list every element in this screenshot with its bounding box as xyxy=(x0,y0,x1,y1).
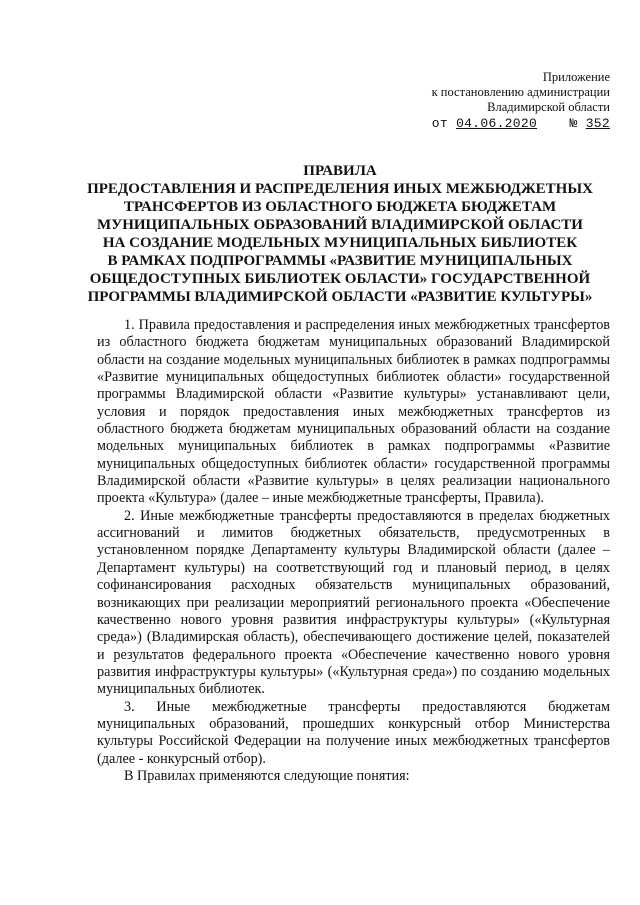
title-line: ПРОГРАММЫ ВЛАДИМИРСКОЙ ОБЛАСТИ «РАЗВИТИЕ КУЛЬТУРЫ» xyxy=(87,289,593,305)
paragraph-3: 3. Иные межбюджетные трансферты предоставляются бюджетам муниципальных образований, прошедших конкурсный отбор Министерства культуры Российской Федерации на получение иных межбюджетных трансфертов (далее - конкурсный отбор). xyxy=(97,698,610,767)
paragraph-1: 1. Правила предоставления и распределения иных межбюджетных трансфертов из областного бюджета бюджетам муниципальных образований Владимирской области на создание модельных муниципальных библиотек в рамках подпрограммы «Развитие муниципальных общедоступных библиотек области» государственной программы Владимирской области «Развитие культуры» устанавливают цели, условия и порядок предоставления иных межбюджетных трансфертов из областного бюджета бюджетам муниципальных образований области на создание модельных муниципальных библиотек в рамках подпрограммы «Развитие муниципальных общедоступных библиотек области» государственной программы Владимирской области «Развитие культуры» в целях реализации национального проекта «Культура» (далее – иные межбюджетные трансферты, Правила). xyxy=(97,317,610,507)
attachment-line-3: Владимирской области xyxy=(487,100,610,114)
title-line: МУНИЦИПАЛЬНЫХ ОБРАЗОВАНИЙ ВЛАДИМИРСКОЙ ОБЛАСТИ xyxy=(97,217,583,233)
paragraph-2: 2. Иные межбюджетные трансферты предоставляются в пределах бюджетных ассигнований и лимитов бюджетных обязательств, предусмотренных в установленном порядке Департаменту культуры Владимирской области (далее – Департамент культуры) на соответствующий год и плановый период, в целях софинансирования расходных обязательств муниципальных образований, возникающих при реализации мероприятий регионального проекта «Обеспечение качественно нового уровня развития инфраструктуры культуры» («Культурная среда») (Владимирская область), обеспечивающего достижение целей, показателей и результатов федерального проекта «Обеспечение качественно нового уровня развития инфраструктуры культуры» («Культурная среда») по созданию модельных муниципальных библиотек. xyxy=(97,507,610,698)
title-line: ОБЩЕДОСТУПНЫХ БИБЛИОТЕК ОБЛАСТИ» ГОСУДАРСТВЕННОЙ xyxy=(89,271,591,287)
document-title xyxy=(60,162,620,306)
title-line: НА СОЗДАНИЕ МОДЕЛЬНЫХ МУНИЦИПАЛЬНЫХ БИБЛИОТЕК xyxy=(102,235,578,251)
title-line: ПРАВИЛА xyxy=(303,163,377,179)
number-prefix: № xyxy=(569,116,586,131)
attachment-line-1: Приложение xyxy=(542,70,610,84)
date-prefix: от xyxy=(431,116,457,131)
title-line: ТРАНСФЕРТОВ ИЗ ОБЛАСТНОГО БЮДЖЕТА БЮДЖЕТАМ xyxy=(123,199,557,215)
title-line: ПРЕДОСТАВЛЕНИЯ И РАСПРЕДЕЛЕНИЯ ИНЫХ МЕЖБЮДЖЕТНЫХ xyxy=(87,181,593,197)
resolution-date: 04.06.2020 xyxy=(456,116,538,131)
title-line: В РАМКАХ ПОДПРОГРАММЫ «РАЗВИТИЕ МУНИЦИПАЛЬНЫХ xyxy=(107,253,573,269)
document-body xyxy=(97,317,610,785)
resolution-number: 352 xyxy=(585,116,610,131)
attachment-line-2: к постановлению администрации xyxy=(431,85,610,99)
paragraph-4: В Правилах применяются следующие понятия: xyxy=(124,767,410,784)
attachment-block xyxy=(432,70,610,131)
resolution-date-number xyxy=(432,116,610,131)
